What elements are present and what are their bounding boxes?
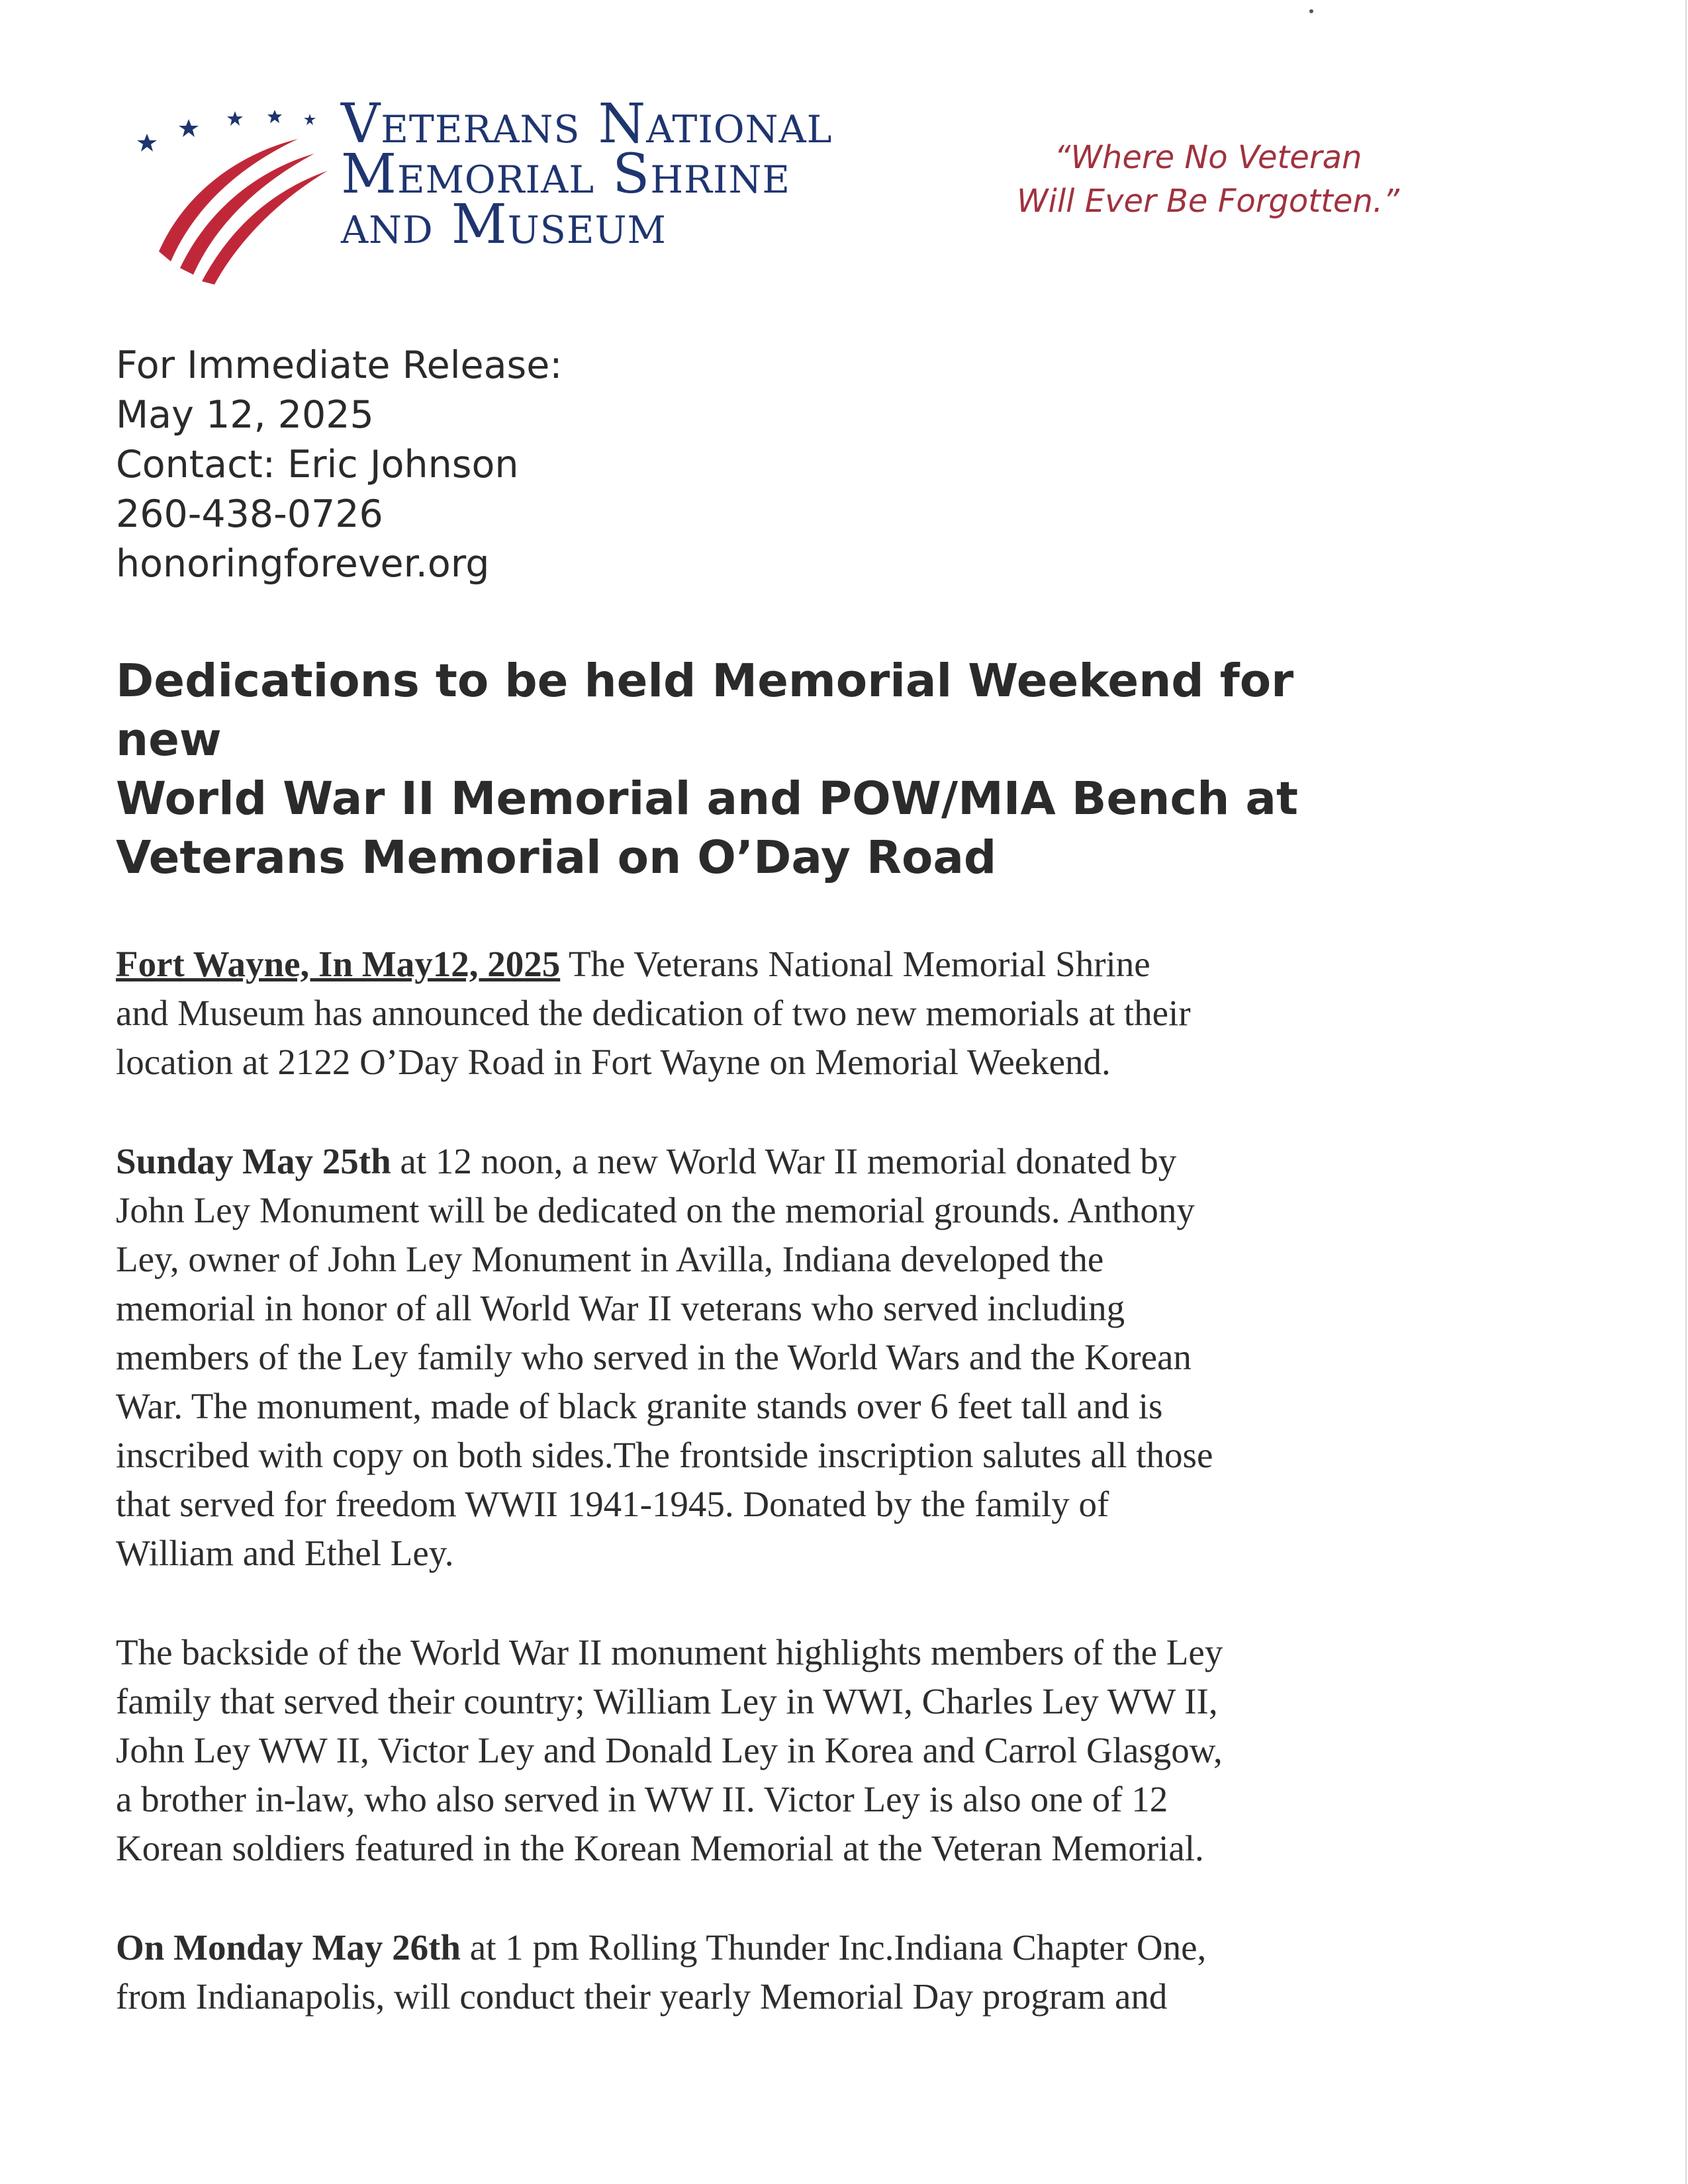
lead-in: On Monday May 26th — [116, 1927, 461, 1968]
headline — [116, 652, 1539, 887]
tagline — [993, 136, 1423, 223]
paragraph-line: John Ley WW II, Victor Ley and Donald Ley in Korea and Carrol Glasgow, — [116, 1730, 1223, 1770]
paragraph-line — [116, 1923, 1539, 1972]
headline-line: Dedications to be held Memorial Weekend for — [116, 655, 1294, 707]
headline-line: new — [116, 713, 222, 766]
release-label: For Immediate Release: — [116, 343, 563, 387]
paragraph-line: and Museum has announced the dedication of two new memorials at their — [116, 993, 1191, 1033]
paragraph-line: location at 2122 O’Day Road in Fort Wayne on Memorial Weekend. — [116, 1042, 1111, 1082]
paragraph-line: War. The monument, made of black granite stands over 6 feet tall and is — [116, 1386, 1163, 1426]
headline-line: Veterans Memorial on O’Day Road — [116, 831, 997, 884]
contact-name: Contact: Eric Johnson — [116, 443, 519, 486]
logo-wordmark — [341, 93, 884, 256]
star-icon — [179, 119, 199, 137]
paragraph-line: Korean soldiers featured in the Korean Memorial at the Veteran Memorial. — [116, 1828, 1204, 1868]
paragraph-line: inscribed with copy on both sides.The frontside inscription salutes all those — [116, 1435, 1213, 1475]
paragraph-line: members of the Ley family who served in the World Wars and the Korean — [116, 1337, 1192, 1377]
paragraph-line: that served for freedom WWII 1941-1945. Donated by the family of — [116, 1484, 1109, 1524]
press-release-body — [116, 940, 1539, 2071]
star-icon — [267, 110, 282, 123]
scan-edge — [1685, 0, 1687, 2184]
website: honoringforever.org — [116, 542, 490, 586]
paragraph-line: John Ley Monument will be dedicated on the memorial grounds. Anthony — [116, 1190, 1195, 1230]
headline-line: World War II Memorial and POW/MIA Bench at — [116, 772, 1298, 825]
lead-in: Sunday May 25th — [116, 1141, 391, 1181]
scan-speck — [1309, 9, 1313, 13]
star-icon — [227, 111, 243, 126]
paragraph — [116, 940, 1539, 1087]
paragraph-line: a brother in-law, who also served in WW II. Victor Ley is also one of 12 — [116, 1779, 1168, 1819]
logo-line: Veterans National — [341, 93, 833, 156]
paragraph-line: The backside of the World War II monument highlights members of the Ley — [116, 1632, 1223, 1672]
release-info — [116, 341, 910, 589]
contact-phone: 260-438-0726 — [116, 492, 383, 536]
paragraph — [116, 1628, 1539, 1873]
star-icon — [137, 134, 157, 152]
paragraph-line: memorial in honor of all World War II veterans who served including — [116, 1288, 1125, 1328]
text-run: at 1 pm Rolling Thunder Inc.Indiana Chapter One, — [461, 1927, 1207, 1968]
paragraph-line: from Indianapolis, will conduct their yearly Memorial Day program and — [116, 1976, 1168, 2017]
paragraph-line: William and Ethel Ley. — [116, 1533, 454, 1573]
logo-line: and Museum — [341, 193, 667, 256]
paragraph-line: family that served their country; William Ley in WWI, Charles Ley WW II, — [116, 1681, 1218, 1721]
stripe-shape — [180, 154, 314, 275]
dateline: Fort Wayne, In May12, 2025 — [116, 944, 561, 984]
text-run: at 12 noon, a new World War II memorial donated by — [391, 1141, 1177, 1181]
logo-line: Memorial Shrine — [341, 143, 790, 206]
star-icon — [304, 114, 316, 125]
organization-logo — [132, 93, 880, 285]
text-run: The Veterans National Memorial Shrine — [560, 944, 1150, 984]
paragraph — [116, 1923, 1539, 2021]
paragraph-line — [116, 1137, 1539, 1186]
paragraph-line: Ley, owner of John Ley Monument in Avilla, Indiana developed the — [116, 1239, 1104, 1279]
tagline-line: Will Ever Be Forgotten.” — [1017, 183, 1399, 220]
release-date: May 12, 2025 — [116, 393, 374, 437]
flag-stars-logo-icon — [132, 99, 338, 285]
paragraph — [116, 1137, 1539, 1578]
paragraph-line — [116, 940, 1539, 989]
tagline-line: “Where No Veteran — [1054, 139, 1362, 176]
